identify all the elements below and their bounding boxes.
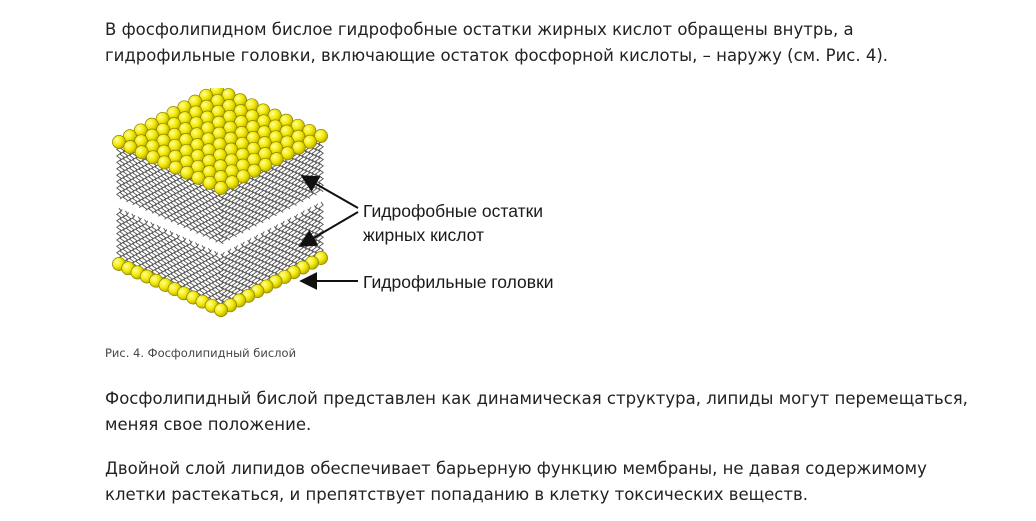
label-hydrophobic-line-2: жирных кислот xyxy=(363,225,485,245)
barrier-line-1: Двойной слой липидов обеспечивает барьерную функцию мембраны, не давая содержимому xyxy=(105,459,927,478)
barrier-paragraph xyxy=(105,456,975,508)
bilayer-illustration xyxy=(105,88,605,324)
intro-paragraph xyxy=(105,17,975,69)
phospholipid-head xyxy=(214,181,227,194)
dynamic-line-1: Фосфолипидный бислой представлен как динамическая структура, липиды могут перемещаться, xyxy=(105,389,968,408)
dynamic-paragraph xyxy=(105,386,975,438)
dynamic-line-2: меняя свое положение. xyxy=(105,415,312,434)
barrier-line-2: клетки растекаться, и препятствует попаданию в клетку токсических веществ. xyxy=(105,485,808,504)
intro-line-1: В фосфолипидном бислое гидрофобные остатки жирных кислот обращены внутрь, а xyxy=(105,20,854,39)
bilayer-figure xyxy=(105,88,605,324)
intro-line-2: гидрофильные головки, включающие остаток фосфорной кислоты, – наружу (см. Рис. 4). xyxy=(105,46,889,65)
phosphate-heads xyxy=(112,88,327,317)
label-hydrophilic: Гидрофильные головки xyxy=(363,272,554,292)
phospholipid-head xyxy=(214,303,227,316)
label-hydrophobic-line-1: Гидрофобные остатки xyxy=(363,201,544,221)
figure-caption: Рис. 4. Фосфолипидный бислой xyxy=(105,346,297,360)
